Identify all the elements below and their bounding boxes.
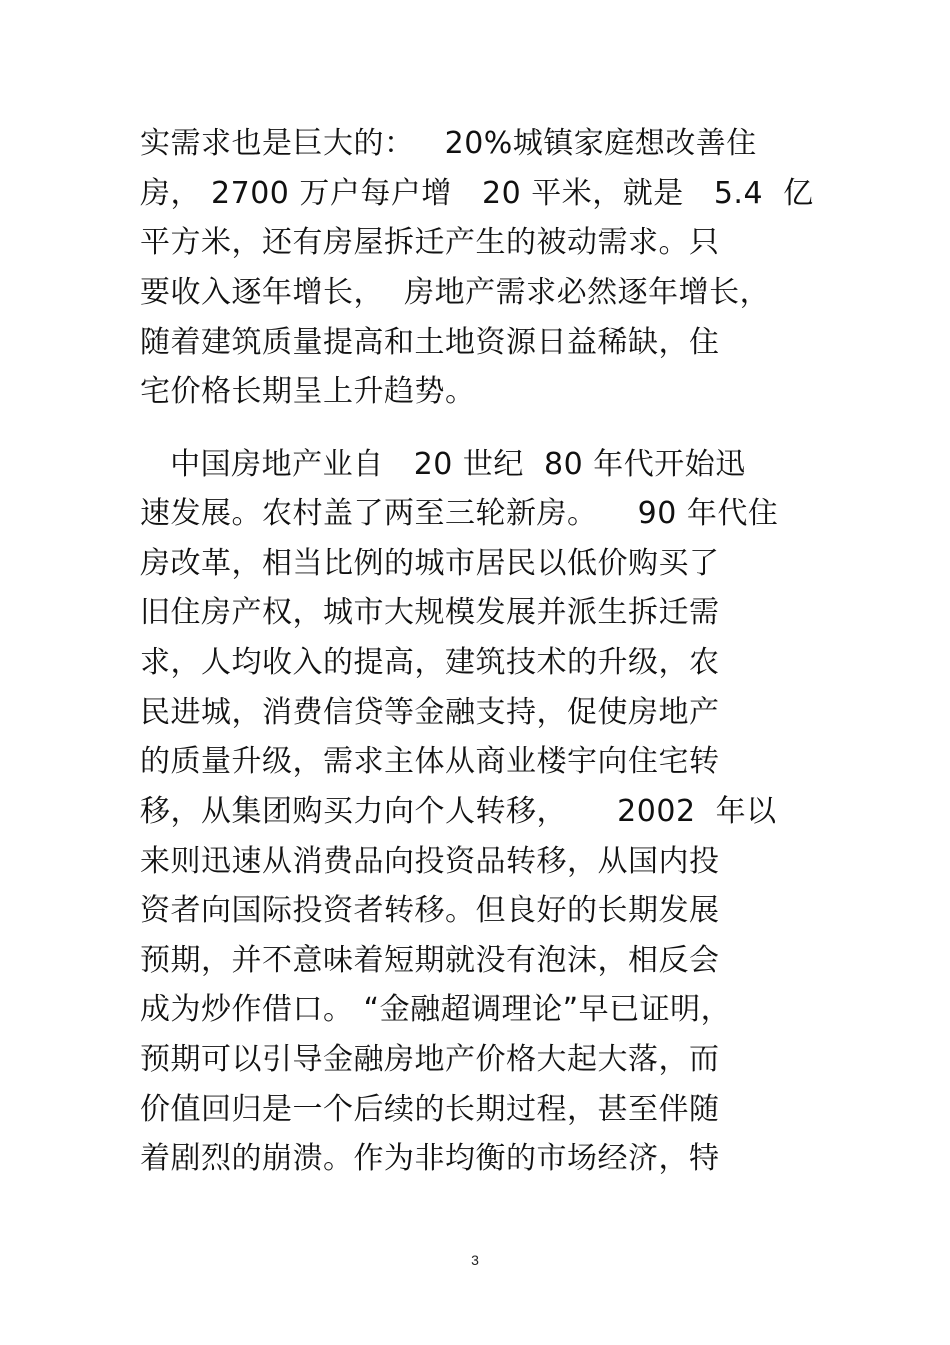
paragraph-line: 来则迅速从消费品向投资品转移，从国内投 [140,844,720,879]
paragraph-line: 价值回归是一个后续的长期过程，甚至伴随 [140,1092,720,1127]
paragraph-line: 着剧烈的崩溃。作为非均衡的市场经济，特 [140,1141,720,1176]
page-number: 3 [471,1252,479,1268]
paragraph-line: 移，从集团购买力向个人转移， 2002 年以 [140,794,777,829]
paragraph-line: 求，人均收入的提高，建筑技术的升级，农 [140,645,720,680]
paragraph-line: 实需求也是巨大的： 20%城镇家庭想改善住 [140,126,757,161]
paragraph-line: 平方米，还有房屋拆迁产生的被动需求。只 [140,225,720,260]
paragraph-line: 房改革，相当比例的城市居民以低价购买了 [140,546,720,581]
paragraph-line: 要收入逐年增长， 房地产需求必然逐年增长， [140,275,771,310]
paragraph-line: 旧住房产权，城市大规模发展并派生拆迁需 [140,595,720,630]
paragraph-line: 成为炒作借口。 “金融超调理论”早已证明， [140,992,732,1027]
paragraph-line: 宅价格长期呈上升趋势。 [140,374,476,409]
paragraph-line: 速发展。农村盖了两至三轮新房。 90 年代住 [140,496,779,531]
paragraph-line: 预期，并不意味着短期就没有泡沫，相反会 [140,943,720,978]
paragraph-line: 房， 2700 万户每户增 20 平米，就是 5.4 亿 [140,176,814,211]
paragraph-line: 的质量升级，需求主体从商业楼宇向住宅转 [140,744,720,779]
paragraph-line: 资者向国际投资者转移。但良好的长期发展 [140,893,720,928]
paragraph-line: 民进城，消费信贷等金融支持，促使房地产 [140,695,720,730]
paragraph-line: 中国房地产业自 20 世纪 80 年代开始迅 [140,447,746,482]
paragraph-line: 预期可以引导金融房地产价格大起大落，而 [140,1042,720,1077]
paragraph-line: 随着建筑质量提高和土地资源日益稀缺，住 [140,325,720,360]
